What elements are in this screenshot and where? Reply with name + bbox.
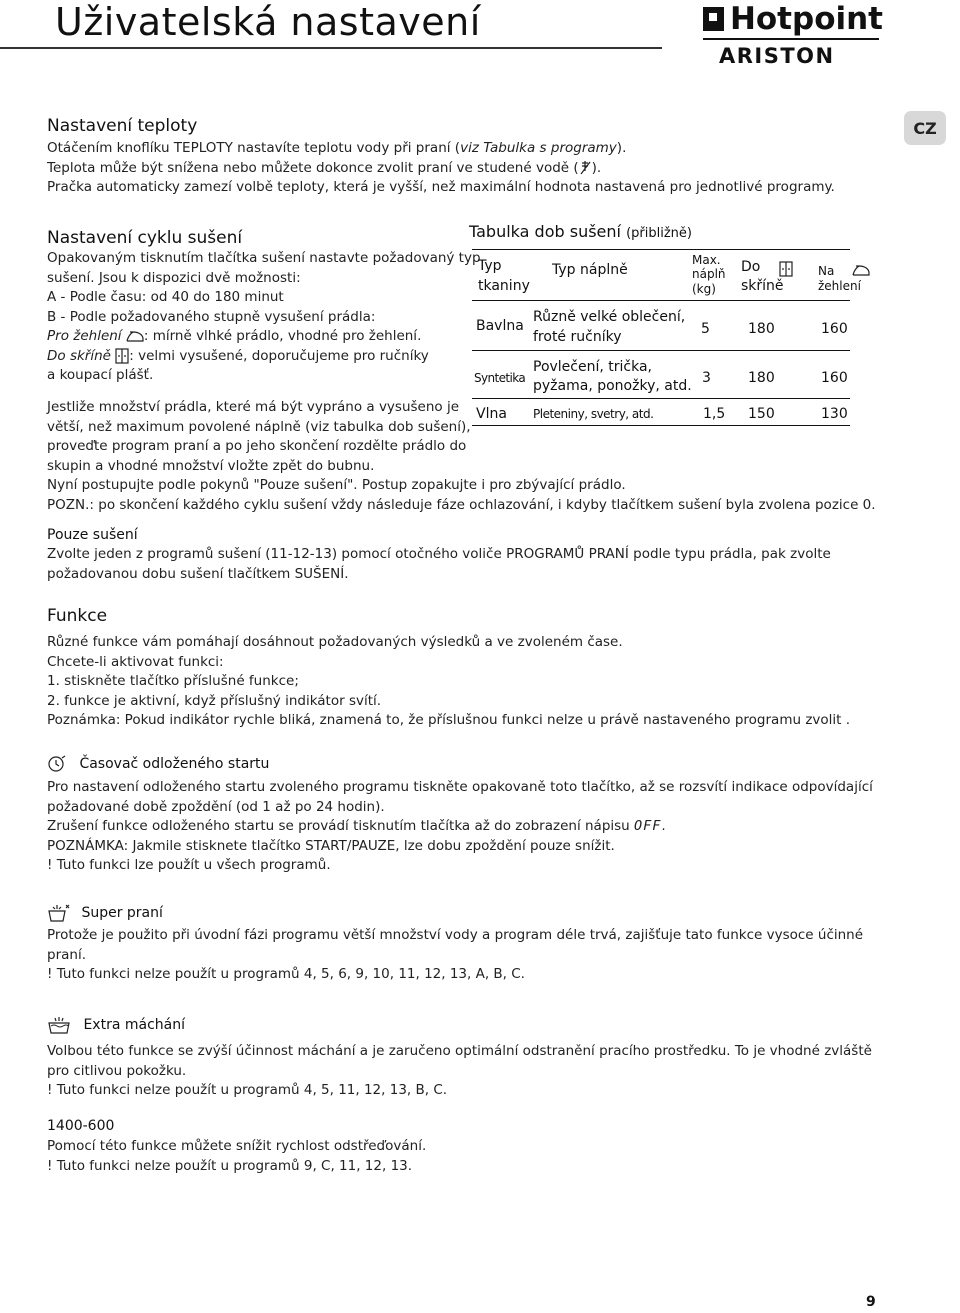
cupboard-icon — [115, 348, 129, 364]
extra-rinse-heading — [47, 1015, 185, 1035]
brand-hotpoint — [703, 2, 883, 36]
functions-line-1: Různé funkce vám pomáhají dosáhnout požadovaných výsledků a ve zvoleném čase. — [47, 634, 623, 650]
table-rule-row-1 — [472, 350, 850, 351]
dry-overload-line-2: větší, než maximum povolené náplně (viz tabulka dob sušení), — [47, 418, 471, 435]
super-wash-icon — [47, 903, 71, 923]
row-wool-cupboard: 150 — [748, 406, 775, 422]
super-wash-line-1: Protože je použito při úvodní fázi programu větší množství vody a program déle trvá, zajišťuje tato funkce vysoce účinné — [47, 927, 864, 943]
page-number: 9 — [866, 1294, 876, 1310]
super-wash-heading — [47, 903, 163, 923]
off-display-text: OFF — [634, 818, 662, 834]
dry-line-1: Opakovaným tisknutím tlačítka sušení nastavte požadovaný typ — [47, 250, 481, 266]
row-cotton-load-2: froté ručníky — [533, 329, 622, 345]
delay-line-3 — [47, 817, 873, 837]
dry-overload-text — [47, 398, 876, 515]
row-synthetic-fabric: Syntetika — [474, 371, 526, 385]
cold-water-icon — [579, 160, 592, 176]
dry-line-7: a koupací plášť. — [47, 367, 154, 383]
rinse-line-2: pro citlivou pokožku. — [47, 1062, 187, 1079]
dry-line-5 — [47, 327, 481, 347]
title-underline — [0, 47, 662, 49]
row-wool-iron: 130 — [821, 406, 848, 422]
iron-description: : mírně vlhké prádlo, vhodné pro žehlení. — [143, 328, 422, 344]
temperature-line-2-b: ). — [591, 159, 602, 176]
super-wash-line-3: ! Tuto funkci nelze použít u programů 4, 5, 6, 9, 10, 11, 12, 13, A, B, C. — [47, 966, 525, 982]
header-fabric-type-2: tkaniny — [478, 278, 530, 294]
delay-line-1: Pro nastavení odloženého startu zvoleného programu tiskněte opakovaně toto tlačítko, až se rozsvítí indikace odpovídající — [47, 779, 873, 795]
dry-only-line-1: Zvolte jeden z programů sušení (11-12-13) pomocí otočného voliče PROGRAMŮ PRANÍ podle typu prádla, pak zvolte — [47, 546, 831, 562]
table-rule-header — [472, 300, 850, 301]
brand-top-text: Hotpoint — [729, 1, 883, 37]
functions-note: Poznámka: Pokud indikátor rychle bliká, znamená to, že příslušnou funkci nelze u právě nastaveného programu zvolit . — [47, 712, 851, 728]
row-wool-fabric: Vlna — [476, 406, 507, 422]
spin-line-2: ! Tuto funkci nelze použít u programů 9, C, 11, 12, 13. — [47, 1157, 413, 1174]
delay-line-3-c: . — [661, 818, 666, 834]
brand-divider — [703, 38, 879, 40]
row-wool-load-1: Pleteniny, svetry, atd. — [533, 407, 654, 421]
extra-rinse-text — [47, 1042, 872, 1101]
header-iron-2: žehlení — [818, 279, 861, 293]
temperature-line-2-a: Teplota může být snížena nebo můžete dokonce zvolit praní ve studené vodě ( — [47, 159, 579, 176]
cupboard-label: Do skříně — [47, 347, 111, 364]
extra-rinse-heading-text: Extra máchání — [83, 1017, 185, 1033]
brand-ariston: ARISTON — [719, 44, 835, 68]
header-cupboard-icon — [779, 261, 793, 277]
page-title: Uživatelská nastavení — [55, 0, 481, 44]
dry-line-3: A - Podle času: od 40 do 180 minut — [47, 289, 284, 305]
dry-overload-line-5: Nyní postupujte podle pokynů "Pouze sušení". Postup zopakujte i pro zbývající prádlo. — [47, 477, 626, 493]
row-synthetic-load-1: Povlečení, trička, — [533, 359, 652, 375]
dry-overload-line-4: skupin a vhodné množství vložte zpět do bubnu. — [47, 457, 375, 474]
dry-only-line-2: požadovanou dobu sušení tlačítkem SUŠENÍ. — [47, 565, 349, 582]
dry-line-2: sušení. Jsou k dispozici dvě možnosti: — [47, 269, 301, 286]
spin-heading: 1400-600 — [47, 1118, 115, 1134]
row-cotton-iron: 160 — [821, 321, 848, 337]
delay-timer-icon — [47, 755, 67, 773]
table-title — [469, 222, 692, 241]
dry-line-6 — [47, 347, 481, 367]
dry-overload-line-1: Jestliže množství prádla, které má být vypráno a vysušeno je — [47, 399, 460, 415]
delay-start-heading-text: Časovač odloženého startu — [79, 756, 270, 772]
temperature-line-2 — [47, 159, 835, 179]
header-cupboard-1: Do — [741, 259, 761, 275]
functions-text — [47, 633, 850, 731]
table-rule-top — [472, 249, 850, 250]
delay-start-heading — [47, 755, 269, 773]
row-cotton-max: 5 — [701, 321, 710, 337]
spin-text — [47, 1137, 426, 1176]
dry-cycle-text — [47, 249, 481, 386]
iron-label: Pro žehlení — [47, 328, 122, 344]
functions-step-2: 2. funkce je aktivní, když příslušný indikátor svítí. — [47, 692, 382, 709]
row-cotton-fabric: Bavlna — [476, 318, 524, 334]
header-fabric-type-1: Typ — [478, 258, 502, 274]
dry-cycle-heading: Nastavení cyklu sušení — [47, 228, 243, 248]
row-wool-max: 1,5 — [703, 406, 726, 422]
language-badge: CZ — [904, 111, 946, 145]
header-iron-1: Na — [818, 264, 835, 278]
row-synthetic-load-2: pyžama, ponožky, atd. — [533, 378, 692, 394]
table-title-note: (přibližně) — [626, 226, 692, 241]
temperature-line-3: Pračka automaticky zamezí volbě teploty, která je vyšší, než maximální hodnota nastavená pro jednotlivé programy. — [47, 179, 835, 195]
temperature-line-1-b: viz Tabulka s programy — [460, 140, 617, 156]
delay-line-3-a: Zrušení funkce odloženého startu se provádí tisknutím tlačítka až do zobrazení nápisu — [47, 818, 635, 834]
header-cupboard-2: skříně — [741, 278, 784, 294]
functions-heading: Funkce — [47, 606, 108, 626]
row-synthetic-iron: 160 — [821, 370, 848, 386]
header-load-type: Typ náplně — [552, 262, 628, 278]
functions-line-2: Chcete-li aktivovat funkci: — [47, 653, 224, 670]
temperature-line-1 — [47, 139, 835, 159]
dry-only-text — [47, 545, 831, 584]
spin-line-1: Pomocí této funkce můžete snížit rychlost odstřeďování. — [47, 1138, 427, 1154]
rinse-line-1: Volbou této funkce se zvýší účinnost máchání a je zaručeno optimální odstranění pracího prostředku. To je vhodné zvláště — [47, 1043, 872, 1059]
delay-start-text — [47, 778, 873, 876]
cupboard-description: : velmi vysušené, doporučujeme pro ručníky — [129, 347, 429, 364]
table-title-text: Tabulka dob sušení — [469, 222, 621, 241]
delay-line-4: POZNÁMKA: Jakmile stisknete tlačítko START/PAUZE, lze dobu zpoždění pouze snížit. — [47, 837, 615, 854]
temperature-line-1-c: ). — [616, 140, 627, 156]
extra-rinse-icon — [47, 1015, 75, 1035]
brand-logo — [703, 2, 883, 68]
header-max-1: Max. — [692, 253, 721, 267]
temperature-line-1-a: Otáčením knoflíku TEPLOTY nastavíte teplotu vody při praní ( — [47, 140, 461, 156]
temperature-text — [47, 139, 835, 198]
super-wash-text — [47, 926, 863, 985]
delay-line-5: ! Tuto funkci lze použít u všech programů. — [47, 857, 331, 873]
row-synthetic-max: 3 — [702, 370, 711, 386]
header-max-2: náplň — [692, 267, 726, 281]
super-wash-line-2: praní. — [47, 946, 86, 963]
dry-note: POZN.: po skončení každého cyklu sušení vždy následuje fáze ochlazování, i kdyby tlačítkem sušení byla zvolena pozice 0. — [47, 496, 876, 513]
row-synthetic-cupboard: 180 — [748, 370, 775, 386]
temperature-heading: Nastavení teploty — [47, 116, 198, 136]
hotpoint-square-icon — [703, 7, 724, 31]
row-cotton-load-1: Různě velké oblečení, — [533, 309, 686, 325]
dry-only-heading: Pouze sušení — [47, 527, 138, 543]
rinse-line-3: ! Tuto funkci nelze použít u programů 4, 5, 11, 12, 13, B, C. — [47, 1082, 448, 1098]
dry-overload-line-3: proveďte program praní a po jeho skončení rozdělte prádlo do — [47, 438, 467, 454]
super-wash-heading-text: Super praní — [81, 905, 163, 921]
row-cotton-cupboard: 180 — [748, 321, 775, 337]
delay-line-2: požadované době zpoždění (od 1 až po 24 hodin). — [47, 798, 385, 815]
dry-line-4: B - Podle požadovaného stupně vysušení prádla: — [47, 308, 376, 325]
functions-step-1: 1. stiskněte tlačítko příslušné funkce; — [47, 673, 299, 689]
iron-icon — [126, 330, 144, 342]
header-iron-icon — [852, 264, 870, 276]
header-max-3: (kg) — [692, 282, 716, 296]
